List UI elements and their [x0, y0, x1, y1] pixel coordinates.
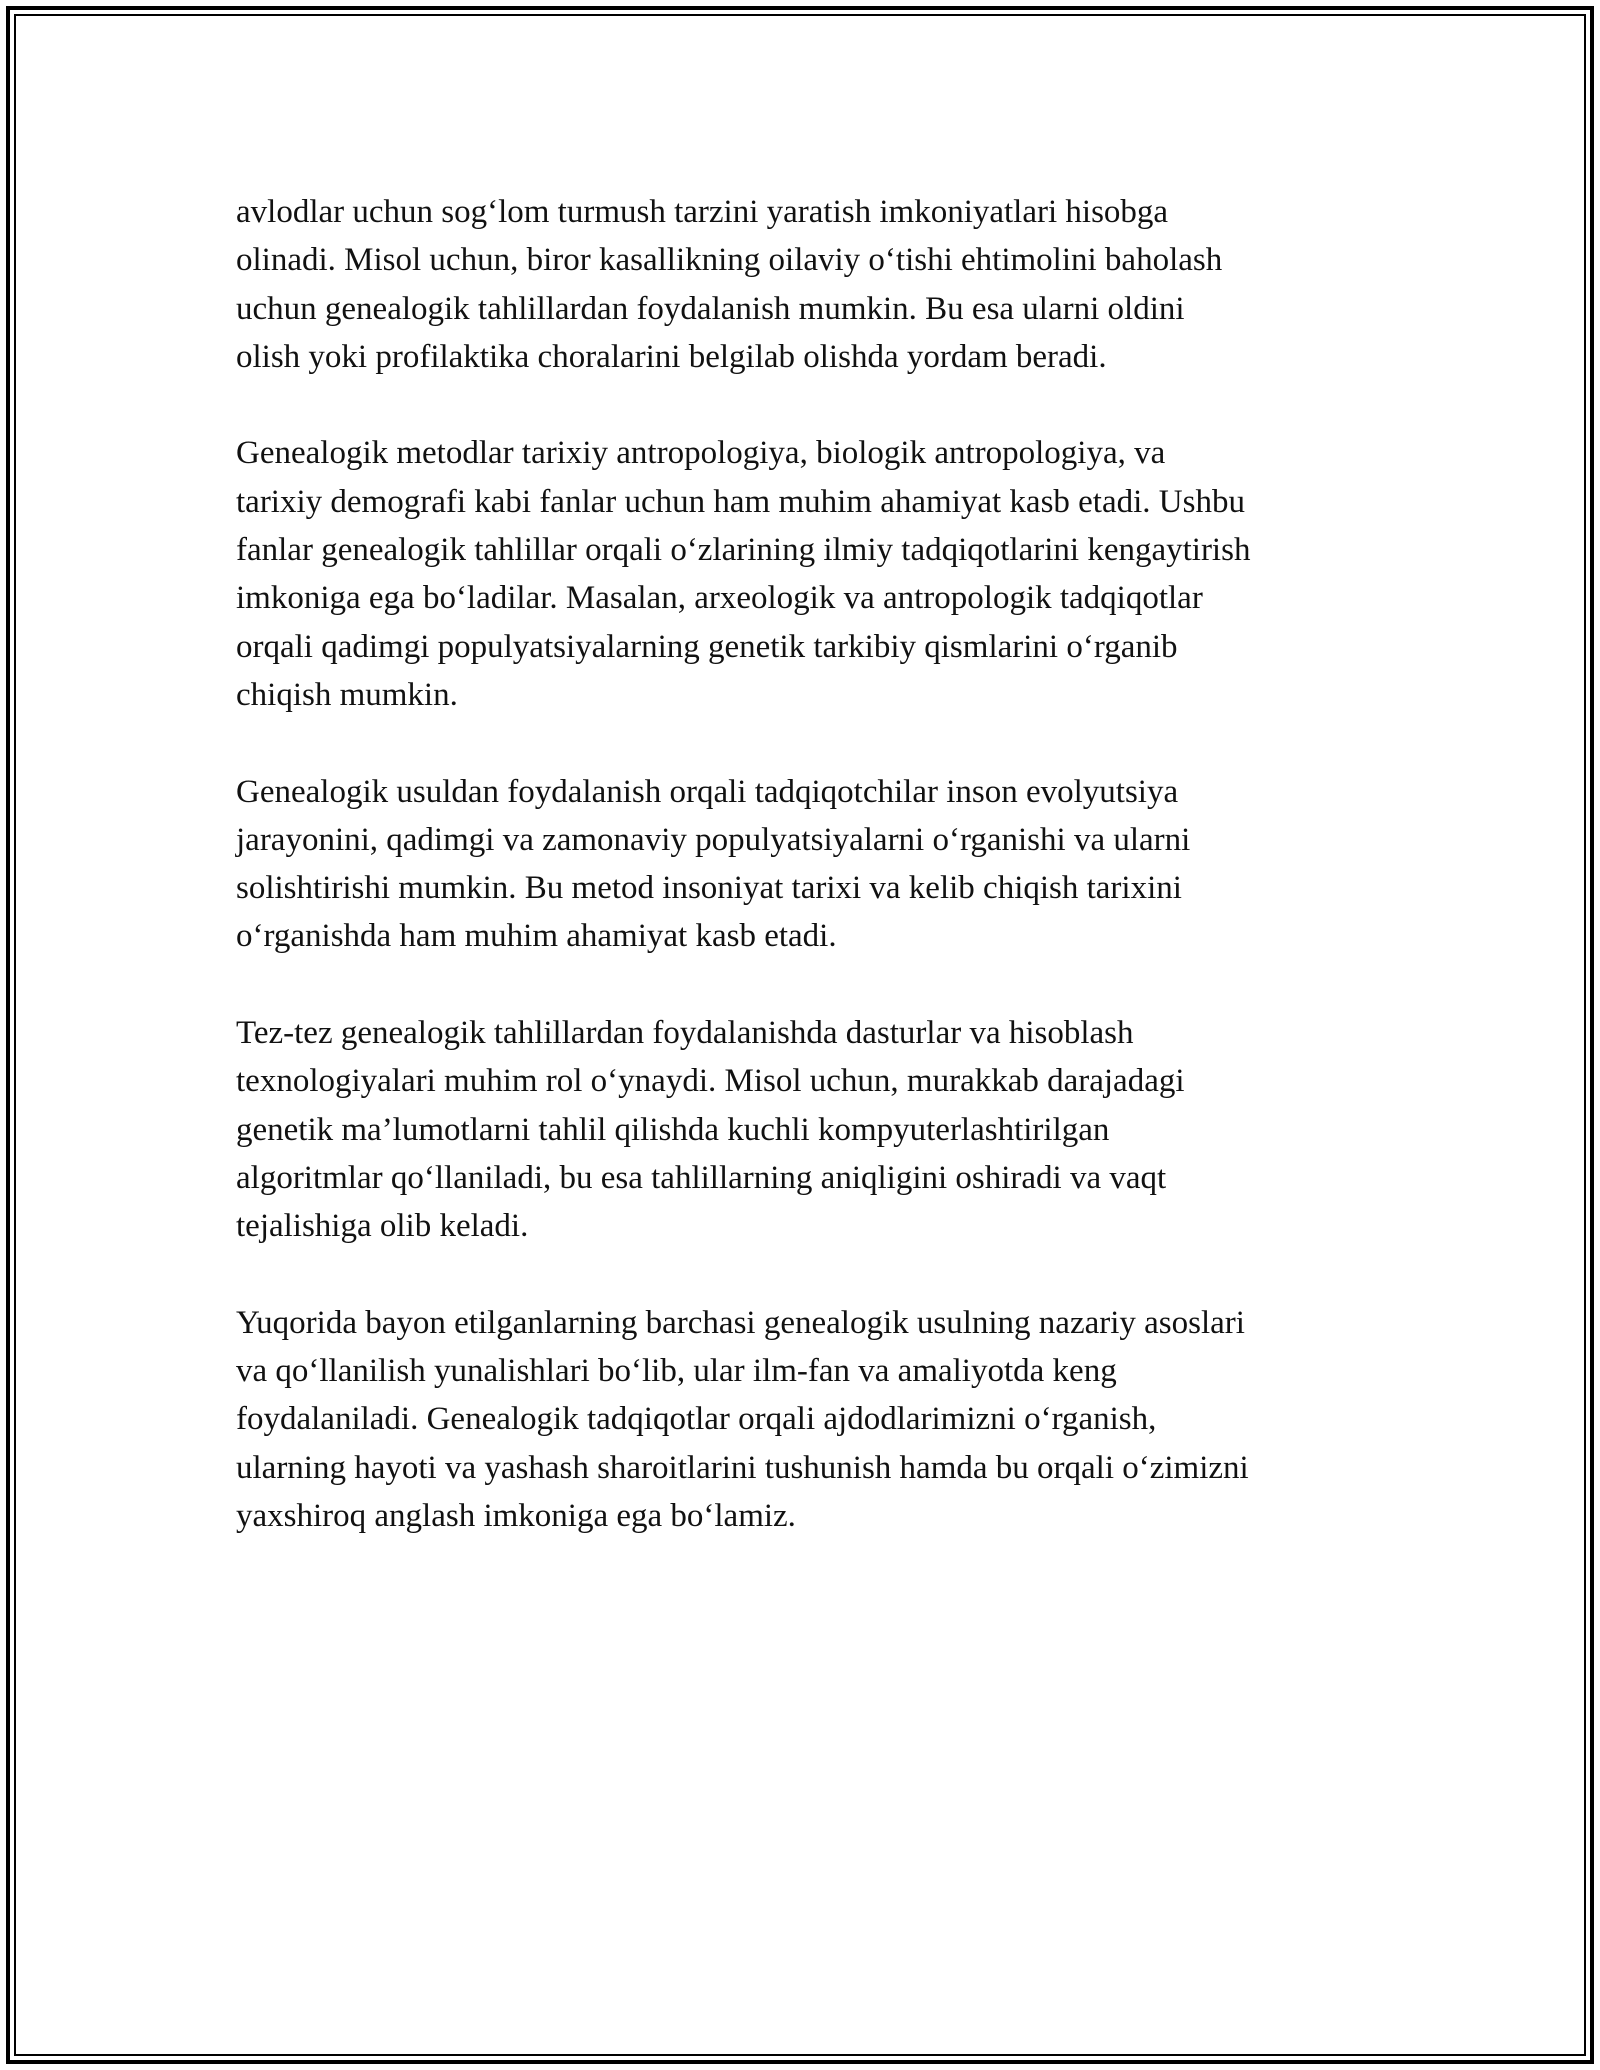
text-line: jarayonini, qadimgi va zamonaviy populyatsiyalarni o‘rganishi va ularni: [236, 821, 1191, 858]
text-line: ularning hayoti va yashash sharoitlarini tushunish hamda bu orqali o‘zimizni: [236, 1449, 1249, 1486]
text-line: yaxshiroq anglash imkoniga ega bo‘lamiz.: [236, 1498, 796, 1535]
text-line: Tez-tez genealogik tahlillardan foydalanishda dasturlar va hisoblash: [236, 1015, 1134, 1052]
text-line: orqali qadimgi populyatsiyalarning genetik tarkibiy qismlarini o‘rganib: [236, 628, 1178, 665]
text-line: fanlar genealogik tahlillar orqali o‘zlarining ilmiy tadqiqotlarini kengaytirish: [236, 532, 1251, 569]
document-body: [236, 188, 1396, 1589]
paragraph-3: [236, 768, 1396, 961]
paragraph-5: [236, 1299, 1396, 1540]
text-line: Genealogik usuldan foydalanish orqali tadqiqotchilar inson evolyutsiya: [236, 773, 1179, 810]
text-line: Genealogik metodlar tarixiy antropologiya, biologik antropologiya, va: [236, 435, 1166, 472]
text-line: tarixiy demografi kabi fanlar uchun ham muhim ahamiyat kasb etadi. Ushbu: [236, 483, 1245, 520]
text-line: chiqish mumkin.: [236, 676, 458, 713]
text-line: solishtirishi mumkin. Bu metod insoniyat tarixi va kelib chiqish tarixini: [236, 870, 1182, 907]
text-line: texnologiyalari muhim rol o‘ynaydi. Misol uchun, murakkab darajadagi: [236, 1063, 1185, 1100]
paragraph-1: [236, 188, 1396, 381]
text-line: tejalishiga olib keladi.: [236, 1208, 529, 1245]
text-line: uchun genealogik tahlillardan foydalanish mumkin. Bu esa ularni oldini: [236, 290, 1185, 327]
paragraph-2: [236, 429, 1396, 719]
text-line: genetik ma’lumotlarni tahlil qilishda kuchli kompyuterlashtirilgan: [236, 1111, 1110, 1148]
text-line: Yuqorida bayon etilganlarning barchasi genealogik usulning nazariy asoslari: [236, 1304, 1245, 1341]
text-line: foydalaniladi. Genealogik tadqiqotlar orqali ajdodlarimizni o‘rganish,: [236, 1401, 1157, 1438]
text-line: algoritmlar qo‘llaniladi, bu esa tahlillarning aniqligini oshiradi va vaqt: [236, 1159, 1167, 1196]
text-line: va qo‘llanilish yunalishlari bo‘lib, ular ilm-fan va amaliyotda keng: [236, 1353, 1117, 1390]
text-line: olish yoki profilaktika choralarini belgilab olishda yordam beradi.: [236, 338, 1107, 375]
text-line: o‘rganishda ham muhim ahamiyat kasb etadi.: [236, 918, 837, 955]
paragraph-4: [236, 1009, 1396, 1250]
text-line: imkoniga ega bo‘ladilar. Masalan, arxeologik va antropologik tadqiqotlar: [236, 580, 1203, 617]
text-line: olinadi. Misol uchun, biror kasallikning oilaviy o‘tishi ehtimolini baholash: [236, 242, 1223, 279]
text-line: avlodlar uchun sog‘lom turmush tarzini yaratish imkoniyatlari hisobga: [236, 194, 1169, 230]
